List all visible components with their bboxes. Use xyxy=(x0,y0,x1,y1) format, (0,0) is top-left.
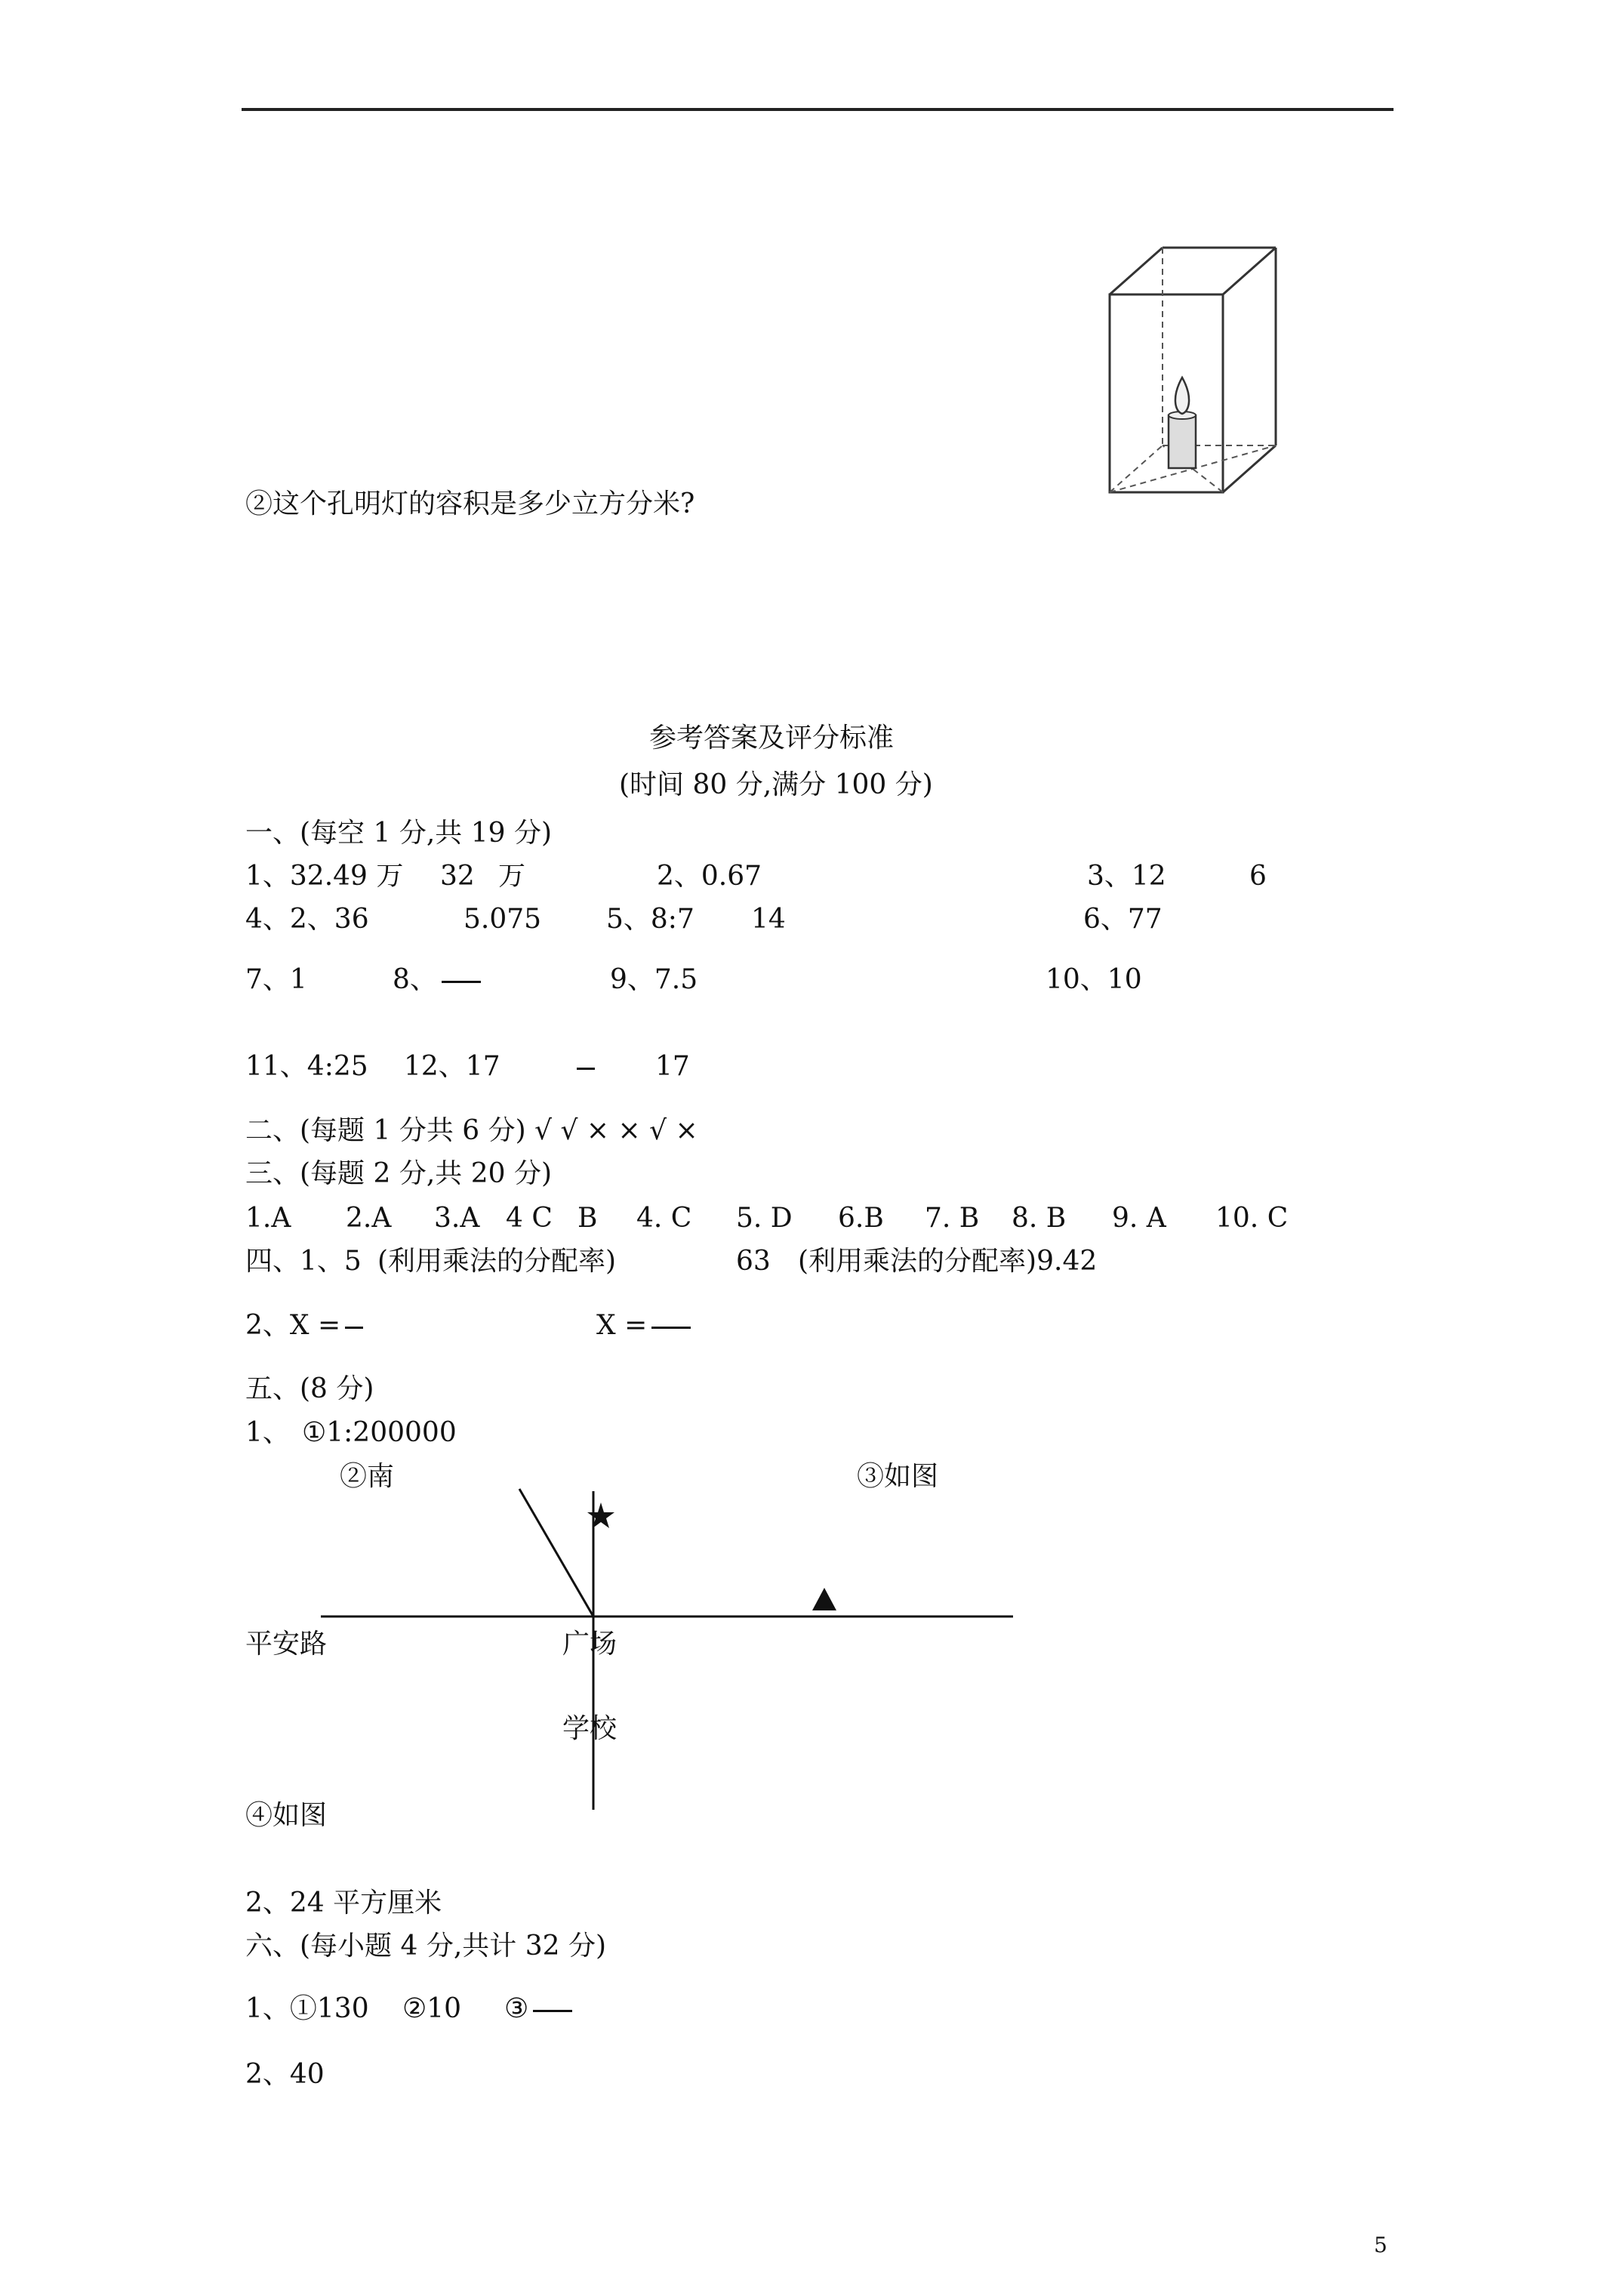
answer-3: 3、12 xyxy=(1087,861,1166,892)
answers-title: 参考答案及评分标准 xyxy=(649,723,895,754)
answers-subtitle: (时间 80 分,满分 100 分) xyxy=(619,769,933,800)
answer-4: 4、2、36 xyxy=(245,904,369,935)
section6-item1a: 1、①130 xyxy=(245,1993,369,2024)
fraction-bar xyxy=(533,2010,572,2012)
mc-6: 6.B xyxy=(838,1203,884,1234)
section4-item1: 四、1、5 xyxy=(245,1246,362,1277)
question-text: ②这个孔明灯的容积是多少立方分米? xyxy=(245,488,695,519)
section2: 二、(每题 1 分共 6 分) √ √ × × √ × xyxy=(245,1115,698,1146)
answer-4-b: 5.075 xyxy=(463,904,542,935)
square-label: 广场 xyxy=(562,1629,617,1660)
diagonal-line xyxy=(519,1489,593,1616)
see-figure-3: ③如图 xyxy=(857,1461,939,1492)
section5-item1: 1、 xyxy=(245,1417,290,1448)
answer-1-c: 万 xyxy=(498,861,526,892)
mc-4b: B xyxy=(577,1203,598,1234)
answer-5-b: 14 xyxy=(751,904,786,935)
answer-6: 6、77 xyxy=(1083,904,1163,935)
answer-8: 8、 xyxy=(393,966,481,994)
section6-item2: 2、40 xyxy=(245,2059,325,2090)
mc-4c: 4. C xyxy=(636,1203,692,1234)
section4-item2-b: X = xyxy=(596,1312,691,1339)
school-label: 学校 xyxy=(562,1713,617,1744)
section5-header: 五、(8 分) xyxy=(245,1373,374,1404)
star-marker xyxy=(587,1502,614,1528)
answer-11: 11、4:25 xyxy=(245,1051,368,1082)
mc-8: 8. B xyxy=(1012,1203,1067,1234)
answer-3-b: 6 xyxy=(1249,861,1267,892)
answer-12: 12、17 xyxy=(404,1051,500,1082)
mc-10: 10. C xyxy=(1215,1203,1289,1234)
section6-item1c: ③ xyxy=(504,1996,572,2023)
answer-9: 9、7.5 xyxy=(610,964,698,995)
scale-answer: ①1:200000 xyxy=(302,1417,457,1448)
answer-1: 1、32.49 万 xyxy=(245,861,404,892)
section3-header: 三、(每题 2 分,共 20 分) xyxy=(245,1158,553,1189)
section6-item1b: ②10 xyxy=(402,1993,462,2024)
answer-5: 5、8:7 xyxy=(606,904,694,935)
mc-1: 1.A xyxy=(245,1203,291,1234)
mc-2: 2.A xyxy=(346,1203,392,1234)
section4-item2: 2、X = xyxy=(245,1312,363,1339)
section4-note1: (利用乘法的分配率) xyxy=(377,1246,617,1277)
section1-header: 一、(每空 1 分,共 19 分) xyxy=(245,818,553,849)
page-number: 5 xyxy=(1374,2233,1387,2257)
answer-1-b: 32 xyxy=(440,861,475,892)
mc-3: 3.A xyxy=(434,1203,480,1234)
mc-5: 5. D xyxy=(736,1203,793,1234)
mc-4a: 4 C xyxy=(506,1203,553,1234)
mc-9: 9. A xyxy=(1112,1203,1166,1234)
see-figure-4: ④如图 xyxy=(245,1800,328,1831)
section6-header: 六、(每小题 4 分,共计 32 分) xyxy=(245,1931,607,1962)
section5-item2: 2、24 平方厘米 xyxy=(245,1888,442,1918)
section4-note2: (利用乘法的分配率)9.42 xyxy=(798,1246,1098,1277)
answer-12-b: 17 xyxy=(655,1051,690,1082)
section4-item1-b: 63 xyxy=(736,1246,771,1277)
mc-7: 7. B xyxy=(925,1203,980,1234)
road-label: 平安路 xyxy=(245,1629,328,1660)
direction-answer: ②南 xyxy=(340,1461,395,1492)
triangle-marker xyxy=(812,1588,836,1610)
answer-10: 10、10 xyxy=(1046,964,1142,995)
answer-7: 7、1 xyxy=(245,964,307,995)
answer-2: 2、0.67 xyxy=(657,861,762,892)
